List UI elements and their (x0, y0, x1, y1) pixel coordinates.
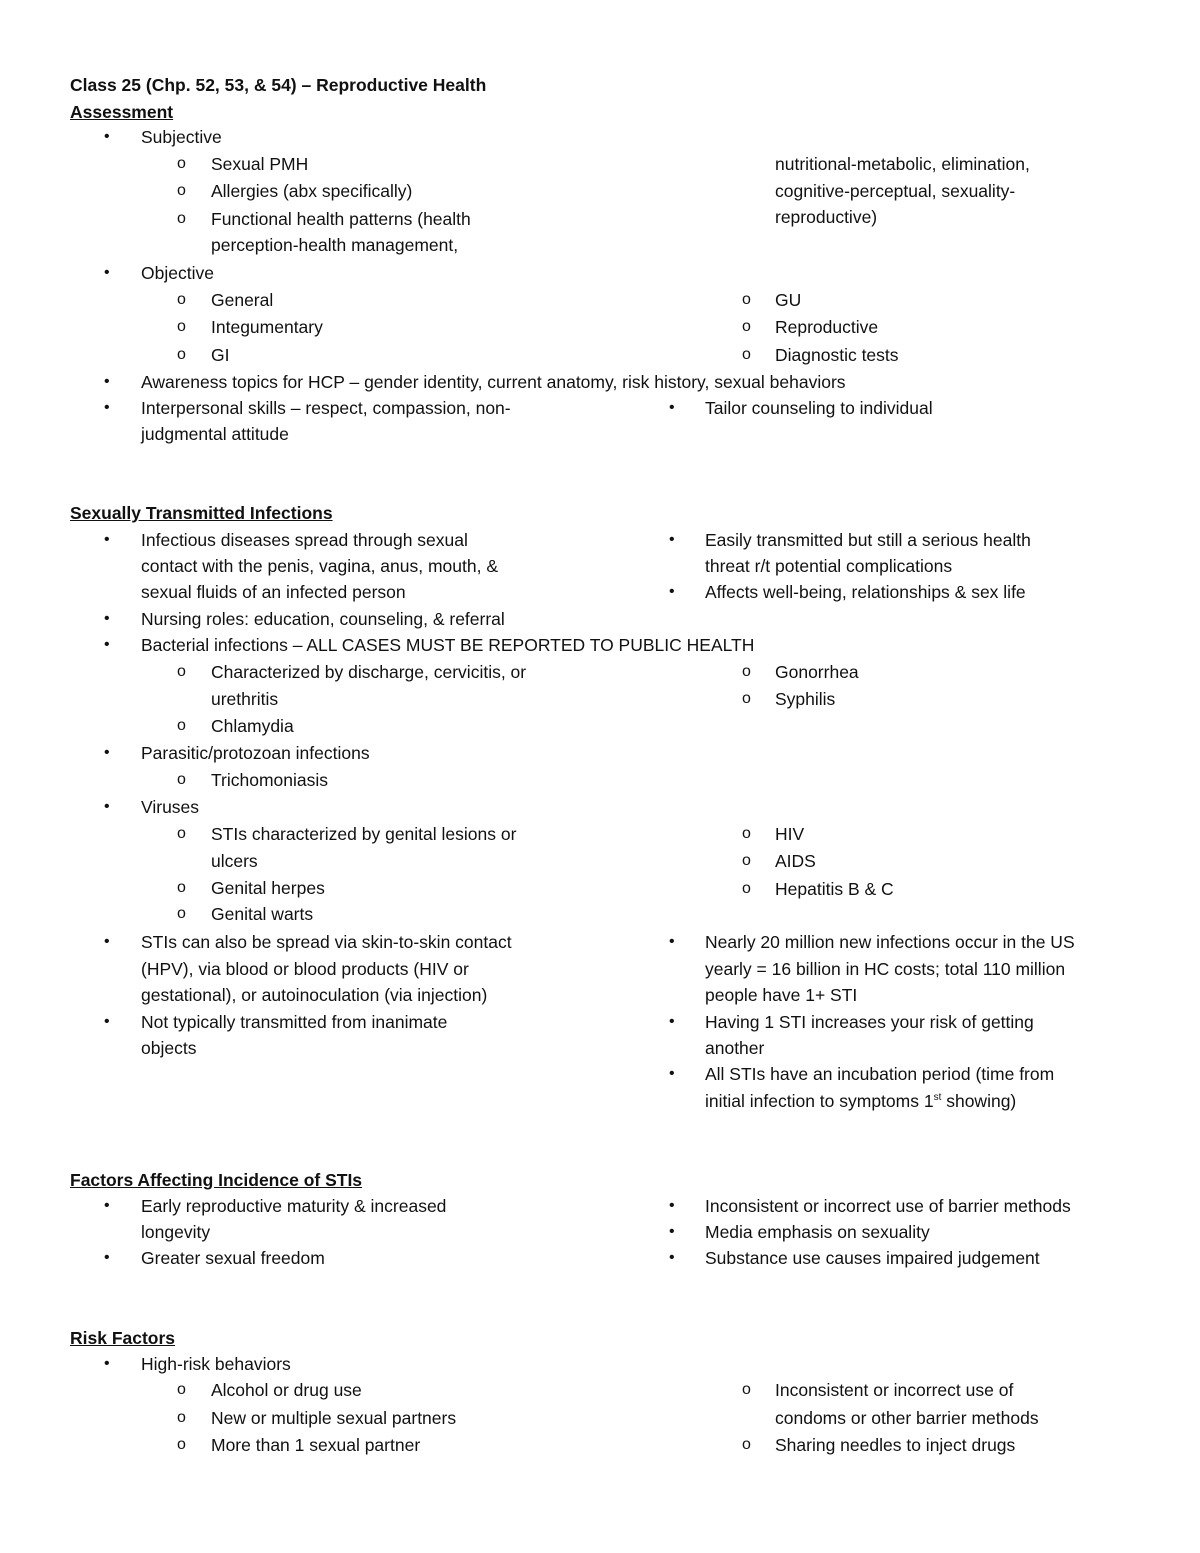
list-item: Early reproductive maturity & increased (141, 1196, 447, 1216)
bullet-marker: • (104, 1355, 110, 1372)
list-item: Bacterial infections – ALL CASES MUST BE REPORTED TO PUBLIC HEALTH (141, 635, 755, 655)
list-item: GU (775, 290, 802, 310)
list-item-continuation: perception-health management, (211, 235, 459, 255)
list-item: Having 1 STI increases your risk of getting (705, 1012, 1034, 1032)
list-item: More than 1 sexual partner (211, 1435, 421, 1455)
list-item: Parasitic/protozoan infections (141, 743, 370, 763)
list-item: Syphilis (775, 689, 836, 709)
bullet-marker: • (104, 744, 110, 761)
bullet-marker: • (104, 1013, 110, 1030)
incubation-text-end: showing) (941, 1091, 1017, 1111)
bullet-marker: • (669, 399, 675, 416)
bullet-marker: • (669, 933, 675, 950)
sub-bullet-marker: o (742, 1436, 751, 1453)
bullet-marker: • (669, 583, 675, 600)
bullet-marker: • (104, 531, 110, 548)
list-item: Reproductive (775, 317, 879, 337)
ordinal-superscript: st (933, 1092, 942, 1104)
bullet-marker: • (669, 1223, 675, 1240)
sub-bullet-marker: o (177, 905, 186, 922)
sub-bullet-marker: o (742, 1381, 751, 1398)
list-item: Inconsistent or incorrect use of barrier methods (705, 1196, 1071, 1216)
bullet-marker: • (104, 1249, 110, 1266)
sub-bullet-marker: o (742, 291, 751, 308)
list-item: Nearly 20 million new infections occur in the US (705, 932, 1075, 952)
list-item: Gonorrhea (775, 662, 859, 682)
list-item-continuation: (HPV), via blood or blood products (HIV or (141, 959, 469, 979)
bullet-marker: • (104, 798, 110, 815)
list-item-continuation: ulcers (211, 851, 258, 871)
bullet-marker: • (669, 1013, 675, 1030)
sub-bullet-marker: o (177, 879, 186, 896)
list-item: Awareness topics for HCP – gender identity, current anatomy, risk history, sexual behaviors (141, 372, 846, 392)
list-item-continuation: another (705, 1038, 765, 1058)
list-item: Allergies (abx specifically) (211, 181, 413, 201)
list-item-continuation: nutritional-metabolic, elimination, (775, 154, 1030, 174)
sub-bullet-marker: o (177, 663, 186, 680)
bullet-marker: • (104, 610, 110, 627)
list-item-continuation: people have 1+ STI (705, 985, 858, 1005)
bullet-marker: • (669, 1197, 675, 1214)
bullet-marker: • (669, 1065, 675, 1082)
sub-bullet-marker: o (742, 852, 751, 869)
section-heading-factors: Factors Affecting Incidence of STIs (70, 1170, 363, 1190)
list-item: HIV (775, 824, 805, 844)
sub-bullet-marker: o (177, 717, 186, 734)
sub-bullet-marker: o (742, 663, 751, 680)
sub-bullet-marker: o (742, 690, 751, 707)
list-item: STIs characterized by genital lesions or (211, 824, 517, 844)
list-item: Hepatitis B & C (775, 879, 894, 899)
sub-bullet-marker: o (177, 182, 186, 199)
list-item: Integumentary (211, 317, 323, 337)
list-item-continuation: sexual fluids of an infected person (141, 582, 406, 602)
list-item-continuation: gestational), or autoinoculation (via injection) (141, 985, 488, 1005)
sub-bullet-marker: o (742, 318, 751, 335)
list-item: All STIs have an incubation period (time from (705, 1064, 1055, 1084)
list-item: Easily transmitted but still a serious health (705, 530, 1031, 550)
list-item: Substance use causes impaired judgement (705, 1248, 1040, 1268)
sub-bullet-marker: o (742, 880, 751, 897)
list-item: Greater sexual freedom (141, 1248, 325, 1268)
bullet-marker: • (104, 1197, 110, 1214)
list-item-continuation: yearly = 16 billion in HC costs; total 110 million (705, 959, 1066, 979)
bullet-marker: • (104, 264, 110, 281)
list-item: Inconsistent or incorrect use of (775, 1380, 1014, 1400)
list-item-continuation: reproductive) (775, 207, 878, 227)
sub-bullet-marker: o (177, 346, 186, 363)
list-item: Functional health patterns (health (211, 209, 471, 229)
list-item-continuation: cognitive-perceptual, sexuality- (775, 181, 1016, 201)
list-item: Infectious diseases spread through sexual (141, 530, 468, 550)
list-item: GI (211, 345, 230, 365)
list-item: Chlamydia (211, 716, 294, 736)
list-item: General (211, 290, 274, 310)
list-item-continuation: contact with the penis, vagina, anus, mouth, & (141, 556, 499, 576)
bullet-marker: • (104, 373, 110, 390)
bullet-marker: • (104, 933, 110, 950)
bullet-marker: • (104, 399, 110, 416)
sub-bullet-marker: o (742, 346, 751, 363)
list-item: New or multiple sexual partners (211, 1408, 457, 1428)
sub-bullet-marker: o (177, 318, 186, 335)
list-item-continuation: objects (141, 1038, 197, 1058)
list-item: Diagnostic tests (775, 345, 899, 365)
list-item: High-risk behaviors (141, 1354, 291, 1374)
list-item-continuation: urethritis (211, 689, 279, 709)
list-item: AIDS (775, 851, 816, 871)
list-item: Tailor counseling to individual (705, 398, 933, 418)
section-heading-stis: Sexually Transmitted Infections (70, 503, 333, 523)
list-item: Nursing roles: education, counseling, & referral (141, 609, 505, 629)
list-item-continuation: longevity (141, 1222, 211, 1242)
section-heading-assessment: Assessment (70, 102, 174, 122)
sub-bullet-marker: o (177, 771, 186, 788)
list-item: STIs can also be spread via skin-to-skin contact (141, 932, 512, 952)
list-item: Sharing needles to inject drugs (775, 1435, 1016, 1455)
bullet-marker: • (669, 1249, 675, 1266)
section-heading-risk-factors: Risk Factors (70, 1328, 176, 1348)
list-item: Genital herpes (211, 878, 325, 898)
list-item-continuation: threat r/t potential complications (705, 556, 953, 576)
list-item-continuation: condoms or other barrier methods (775, 1408, 1039, 1428)
sub-bullet-marker: o (177, 1381, 186, 1398)
list-item: Genital warts (211, 904, 314, 924)
list-item: Characterized by discharge, cervicitis, or (211, 662, 527, 682)
incubation-text: initial infection to symptoms 1 (705, 1091, 934, 1111)
list-item-continuation (705, 1090, 1016, 1112)
list-item: Sexual PMH (211, 154, 309, 174)
list-item: Trichomoniasis (211, 770, 329, 790)
list-item: Interpersonal skills – respect, compassion, non- (141, 398, 511, 418)
list-item: Objective (141, 263, 214, 283)
sub-bullet-marker: o (177, 291, 186, 308)
list-item: Affects well-being, relationships & sex life (705, 582, 1026, 602)
sub-bullet-marker: o (742, 825, 751, 842)
list-item: Subjective (141, 127, 222, 147)
list-item: Media emphasis on sexuality (705, 1222, 930, 1242)
list-item: Viruses (141, 797, 200, 817)
list-item: Alcohol or drug use (211, 1380, 362, 1400)
sub-bullet-marker: o (177, 825, 186, 842)
sub-bullet-marker: o (177, 210, 186, 227)
page-title: Class 25 (Chp. 52, 53, & 54) – Reproductive Health (70, 75, 487, 95)
sub-bullet-marker: o (177, 155, 186, 172)
sub-bullet-marker: o (177, 1436, 186, 1453)
bullet-marker: • (104, 128, 110, 145)
sub-bullet-marker: o (177, 1409, 186, 1426)
bullet-marker: • (669, 531, 675, 548)
bullet-marker: • (104, 636, 110, 653)
list-item-continuation: judgmental attitude (141, 424, 289, 444)
list-item: Not typically transmitted from inanimate (141, 1012, 448, 1032)
